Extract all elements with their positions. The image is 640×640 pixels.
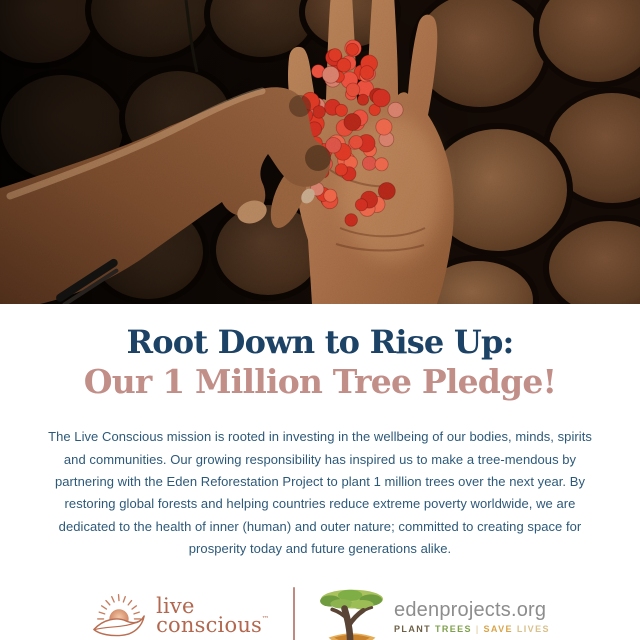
tagline-trees: TREES bbox=[434, 623, 472, 634]
headline-line1: Root Down to Rise Up: bbox=[126, 323, 514, 361]
content-panel bbox=[0, 325, 640, 640]
eden-tagline bbox=[394, 624, 550, 634]
tagline-lives: LIVES bbox=[516, 623, 550, 634]
live-conscious-logo bbox=[90, 589, 269, 640]
live-conscious-wordmark bbox=[156, 594, 270, 638]
headline-line2: Our 1 Million Tree Pledge! bbox=[83, 361, 557, 401]
lc-word2: conscious bbox=[156, 613, 263, 638]
hero-photo bbox=[0, 0, 640, 304]
trademark-symbol: ™ bbox=[262, 615, 270, 624]
lc-word1: live bbox=[156, 594, 195, 619]
sunrise-hand-icon bbox=[90, 589, 148, 640]
body-paragraph: The Live Conscious mission is rooted in investing in the wellbeing of our bodies, minds, spirits and communities. Our growing responsibility has inspired us to make a tree-mendous by partnering with the Eden Reforestation Project to plant 1 million trees over the next year. By restoring global forests and helping countries reduce extreme poverty worldwide, we are dedicated to the health of inner (human) and outer nature; committed to creating space for prosperity today and future generations alike. bbox=[48, 429, 592, 556]
acacia-tree-icon bbox=[319, 585, 385, 640]
grain-overlay bbox=[0, 0, 640, 304]
tagline-save: SAVE bbox=[483, 623, 513, 634]
eden-domain: edenprojects.org bbox=[394, 598, 547, 621]
hands-seeds-illustration bbox=[0, 0, 640, 304]
eden-projects-logo bbox=[319, 585, 550, 640]
logo-divider bbox=[293, 587, 295, 640]
logo-row bbox=[0, 585, 640, 640]
tagline-separator: | bbox=[475, 623, 480, 634]
eden-wordmark bbox=[394, 599, 550, 634]
tagline-plant: PLANT bbox=[394, 623, 432, 634]
